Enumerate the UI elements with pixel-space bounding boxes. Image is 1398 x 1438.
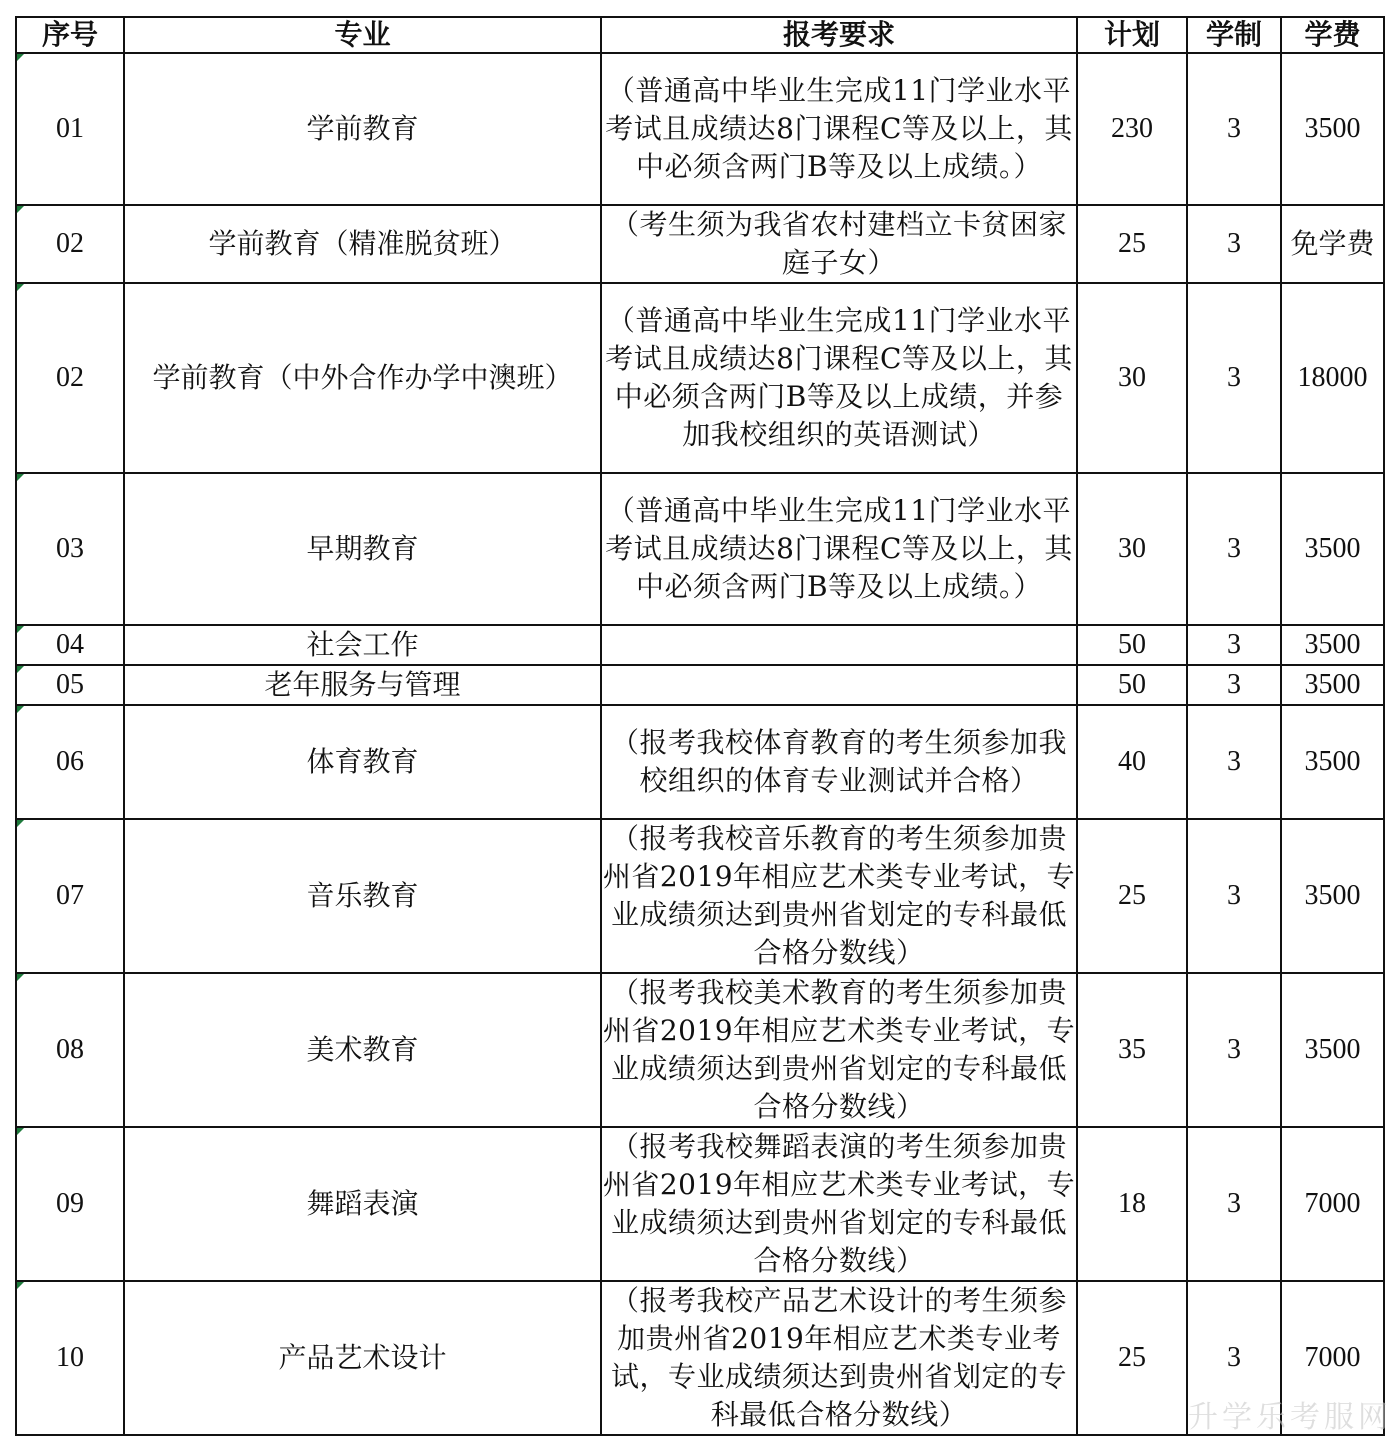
cell-plan: 40	[1077, 705, 1187, 819]
cell-years: 3	[1187, 283, 1281, 473]
cell-req: （报考我校产品艺术设计的考生须参加贵州省2019年相应艺术类专业考试，专业成绩须达到贵州省划定的专科最低合格分数线）	[601, 1281, 1077, 1435]
cell-no: 06	[16, 705, 124, 819]
cell-req	[601, 625, 1077, 665]
cell-major: 舞蹈表演	[124, 1127, 601, 1281]
table-row	[16, 625, 1384, 665]
cell-plan: 25	[1077, 819, 1187, 973]
header-major: 专业	[124, 17, 601, 53]
cell-req: （考生须为我省农村建档立卡贫困家庭子女）	[601, 205, 1077, 283]
cell-major: 早期教育	[124, 473, 601, 625]
cell-major: 社会工作	[124, 625, 601, 665]
majors-table	[15, 16, 1385, 1436]
cell-no: 02	[16, 283, 124, 473]
cell-major: 体育教育	[124, 705, 601, 819]
watermark: 升学乐考服网	[1188, 1400, 1392, 1435]
cell-years: 3	[1187, 665, 1281, 705]
cell-plan: 18	[1077, 1127, 1187, 1281]
cell-major: 老年服务与管理	[124, 665, 601, 705]
table-row	[16, 473, 1384, 625]
table-row	[16, 1281, 1384, 1435]
cell-req: （报考我校舞蹈表演的考生须参加贵州省2019年相应艺术类专业考试，专业成绩须达到贵州省划定的专科最低合格分数线）	[601, 1127, 1077, 1281]
cell-fee: 3500	[1281, 665, 1384, 705]
cell-req	[601, 665, 1077, 705]
cell-fee: 3500	[1281, 819, 1384, 973]
cell-fee: 3500	[1281, 705, 1384, 819]
cell-plan: 25	[1077, 1281, 1187, 1435]
cell-no: 07	[16, 819, 124, 973]
cell-plan: 30	[1077, 283, 1187, 473]
cell-years: 3	[1187, 1281, 1281, 1435]
cell-fee: 18000	[1281, 283, 1384, 473]
cell-fee: 3500	[1281, 625, 1384, 665]
cell-req: （报考我校体育教育的考生须参加我校组织的体育专业测试并合格）	[601, 705, 1077, 819]
cell-plan: 230	[1077, 53, 1187, 205]
cell-fee: 免学费	[1281, 205, 1384, 283]
cell-major: 学前教育（中外合作办学中澳班）	[124, 283, 601, 473]
cell-no: 05	[16, 665, 124, 705]
cell-years: 3	[1187, 473, 1281, 625]
cell-no: 04	[16, 625, 124, 665]
header-plan: 计划	[1077, 17, 1187, 53]
cell-years: 3	[1187, 973, 1281, 1127]
cell-major: 产品艺术设计	[124, 1281, 601, 1435]
cell-years: 3	[1187, 205, 1281, 283]
cell-major: 音乐教育	[124, 819, 601, 973]
cell-major: 学前教育（精准脱贫班）	[124, 205, 601, 283]
table-row	[16, 819, 1384, 973]
header-req: 报考要求	[601, 17, 1077, 53]
cell-req: （普通高中毕业生完成11门学业水平考试且成绩达8门课程C等及以上，其中必须含两门B等及以上成绩。）	[601, 53, 1077, 205]
cell-no: 02	[16, 205, 124, 283]
header-row	[16, 17, 1384, 53]
cell-major: 美术教育	[124, 973, 601, 1127]
cell-no: 01	[16, 53, 124, 205]
cell-fee: 7000	[1281, 1281, 1384, 1435]
cell-plan: 50	[1077, 625, 1187, 665]
table-row	[16, 1127, 1384, 1281]
cell-fee: 3500	[1281, 973, 1384, 1127]
cell-plan: 25	[1077, 205, 1187, 283]
cell-no: 08	[16, 973, 124, 1127]
header-fee: 学费	[1281, 17, 1384, 53]
cell-no: 09	[16, 1127, 124, 1281]
cell-years: 3	[1187, 705, 1281, 819]
cell-fee: 3500	[1281, 53, 1384, 205]
header-years: 学制	[1187, 17, 1281, 53]
cell-req: （普通高中毕业生完成11门学业水平考试且成绩达8门课程C等及以上，其中必须含两门B等及以上成绩。）	[601, 473, 1077, 625]
cell-plan: 50	[1077, 665, 1187, 705]
cell-years: 3	[1187, 625, 1281, 665]
table-row	[16, 205, 1384, 283]
table-row	[16, 973, 1384, 1127]
table-row	[16, 53, 1384, 205]
cell-fee: 3500	[1281, 473, 1384, 625]
cell-plan: 35	[1077, 973, 1187, 1127]
cell-req: （报考我校美术教育的考生须参加贵州省2019年相应艺术类专业考试，专业成绩须达到贵州省划定的专科最低合格分数线）	[601, 973, 1077, 1127]
cell-req: （普通高中毕业生完成11门学业水平考试且成绩达8门课程C等及以上，其中必须含两门B等及以上成绩，并参加我校组织的英语测试）	[601, 283, 1077, 473]
cell-major: 学前教育	[124, 53, 601, 205]
cell-no: 10	[16, 1281, 124, 1435]
cell-plan: 30	[1077, 473, 1187, 625]
cell-fee: 7000	[1281, 1127, 1384, 1281]
cell-years: 3	[1187, 1127, 1281, 1281]
cell-years: 3	[1187, 53, 1281, 205]
table-row	[16, 283, 1384, 473]
table-row	[16, 665, 1384, 705]
header-no: 序号	[16, 17, 124, 53]
table-row	[16, 705, 1384, 819]
cell-req: （报考我校音乐教育的考生须参加贵州省2019年相应艺术类专业考试，专业成绩须达到贵州省划定的专科最低合格分数线）	[601, 819, 1077, 973]
cell-years: 3	[1187, 819, 1281, 973]
cell-no: 03	[16, 473, 124, 625]
